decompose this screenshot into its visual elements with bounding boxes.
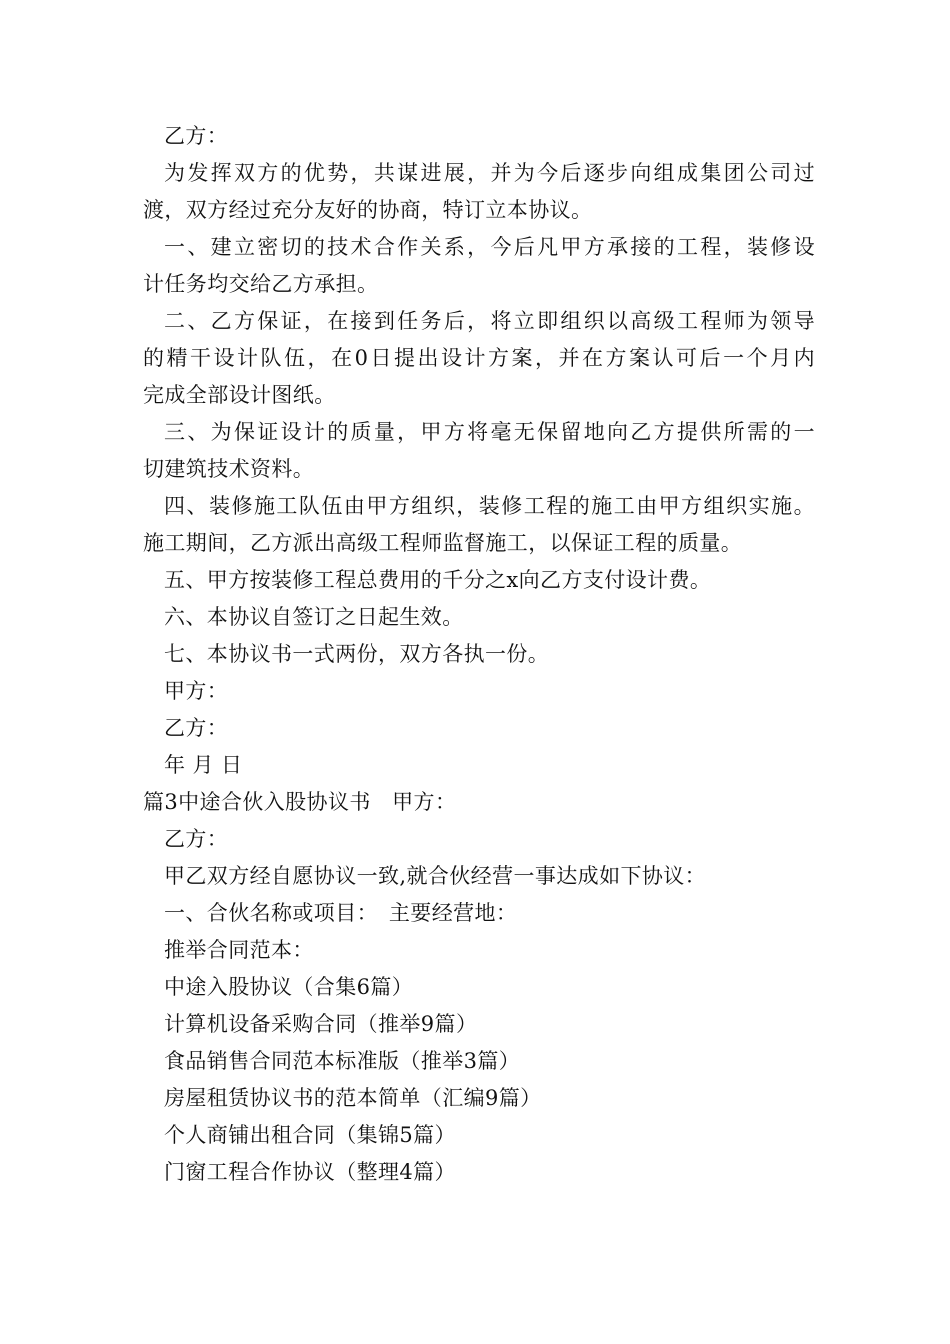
recommended-heading: 推举合同范本：	[164, 938, 314, 962]
clause-4-line-2: 施工期间，乙方派出高级工程师监督施工，以保证工程的质量。	[143, 531, 743, 555]
signature-party-b: 乙方：	[164, 716, 229, 740]
clause-5-line: 五、甲方按装修工程总费用的千分之x向乙方支付设计费。	[164, 568, 712, 592]
recommended-item: 门窗工程合作协议（整理4篇）	[164, 1160, 456, 1184]
section-3-heading: 篇3中途合伙入股协议书 甲方：	[143, 790, 457, 814]
clause-4-line-1: 四、装修施工队伍由甲方组织，装修工程的施工由甲方组织实施。	[164, 494, 815, 518]
clause-2-line-3: 完成全部设计图纸。	[143, 383, 336, 407]
preamble-line-1: 为发挥双方的优势，共谋进展，并为今后逐步向组成集团公司过	[164, 161, 815, 185]
section-3-intro: 甲乙双方经自愿协议一致,就合伙经营一事达成如下协议：	[164, 864, 707, 888]
clause-7-line: 七、本协议书一式两份，双方各执一份。	[164, 642, 550, 666]
party-b-line: 乙方：	[164, 124, 229, 148]
clause-2-line-1: 二、乙方保证，在接到任务后，将立即组织以高级工程师为领导	[164, 309, 815, 333]
recommended-item: 中途入股协议（合集6篇）	[164, 975, 414, 999]
clause-6-line: 六、本协议自签订之日起生效。	[164, 605, 464, 629]
recommended-item: 计算机设备采购合同（推举9篇）	[164, 1012, 478, 1036]
section-3-party-b: 乙方：	[164, 827, 229, 851]
clause-1-line-2: 计任务均交给乙方承担。	[143, 272, 379, 296]
recommended-item: 个人商铺出租合同（集锦5篇）	[164, 1123, 456, 1147]
recommended-item: 房屋租赁协议书的范本简单（汇编9篇）	[164, 1086, 542, 1110]
recommended-item: 食品销售合同范本标准版（推举3篇）	[164, 1049, 521, 1073]
section-3-clause-1: 一、合伙名称或项目： 主要经营地：	[164, 901, 518, 925]
document-body	[143, 118, 815, 1191]
clause-2-line-2: 的精干设计队伍，在0日提出设计方案，并在方案认可后一个月内	[143, 346, 815, 370]
clause-1-line-1: 一、建立密切的技术合作关系，今后凡甲方承接的工程，装修设	[164, 235, 815, 259]
preamble-line-2: 渡，双方经过充分友好的协商，特订立本协议。	[143, 198, 593, 222]
clause-3-line-2: 切建筑技术资料。	[143, 457, 315, 481]
signature-party-a: 甲方：	[164, 679, 229, 703]
signature-date: 年 月 日	[164, 753, 243, 777]
clause-3-line-1: 三、为保证设计的质量，甲方将毫无保留地向乙方提供所需的一	[164, 420, 815, 444]
